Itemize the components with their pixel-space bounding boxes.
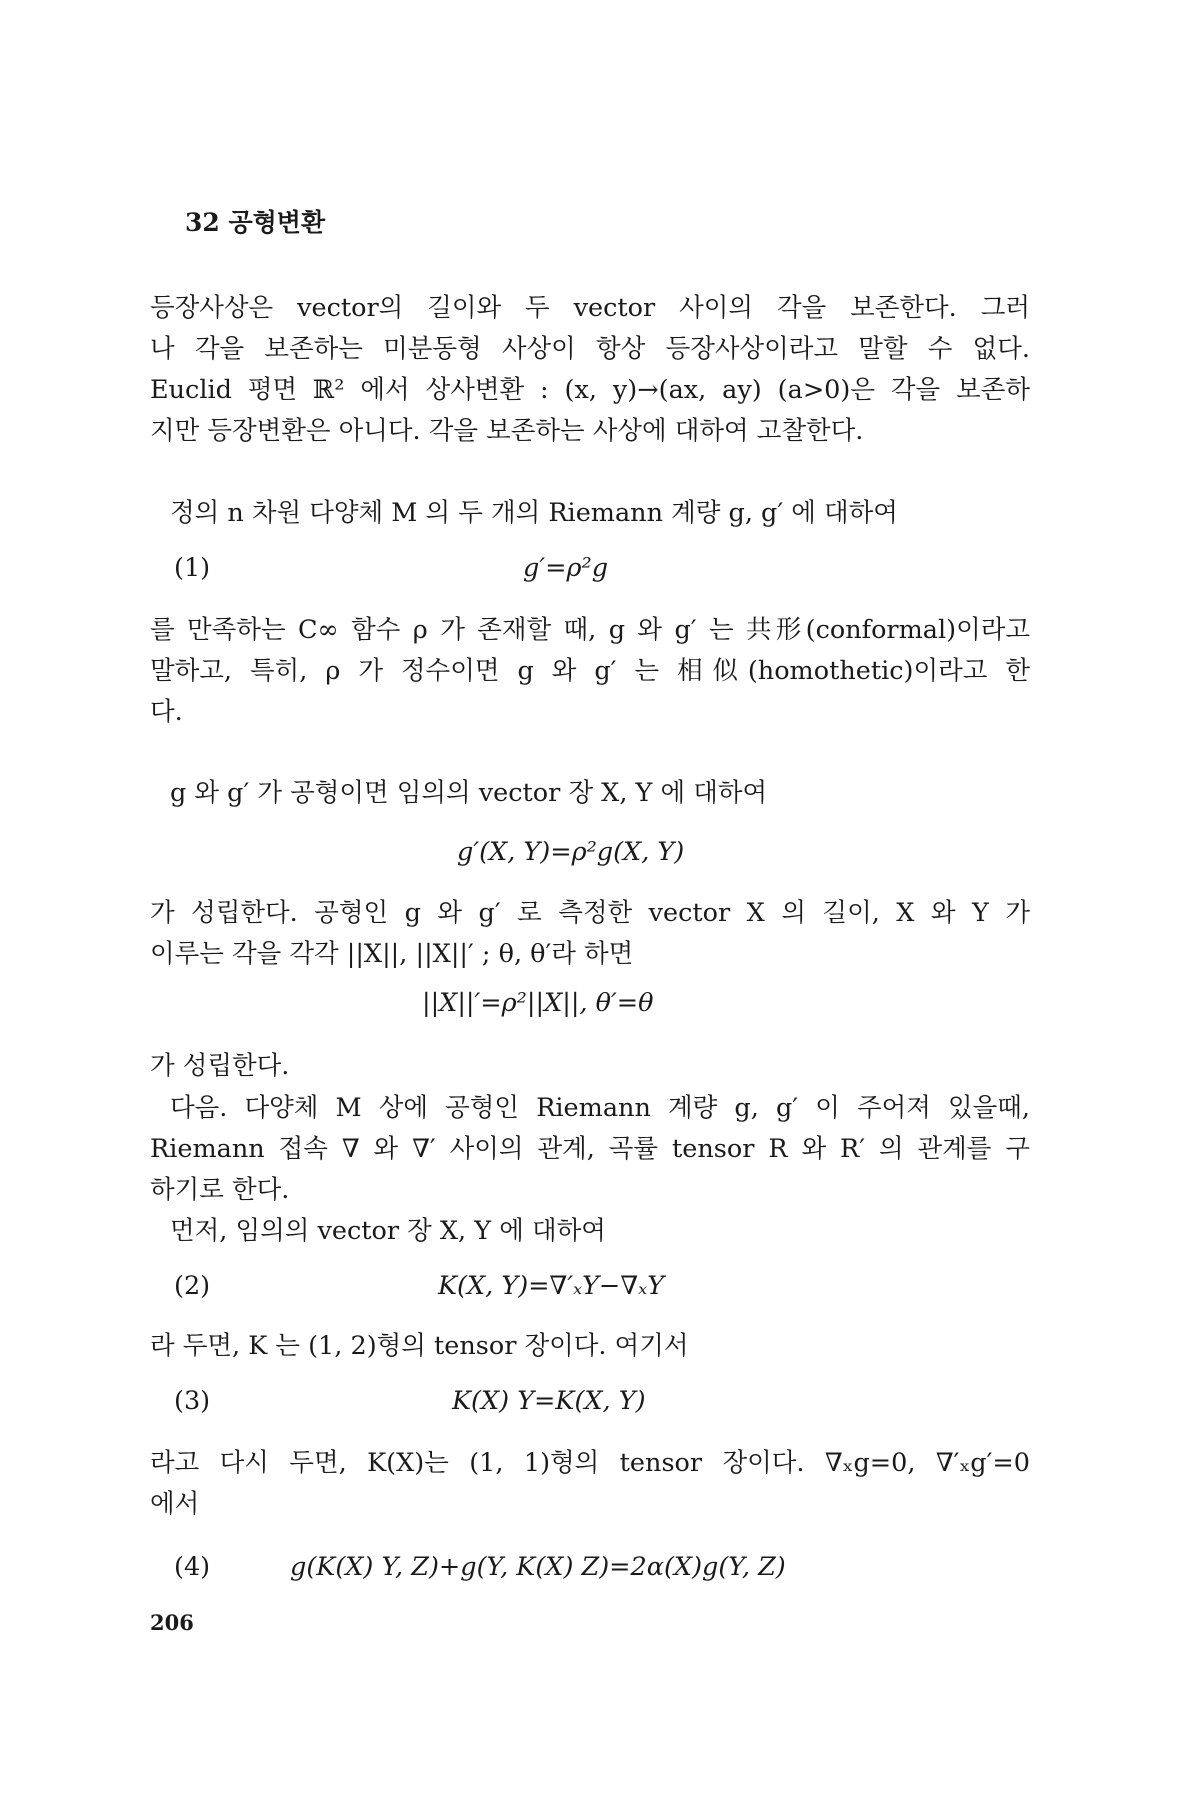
- equation-norm: ||X||′=ρ²||X||, θ′=θ: [422, 988, 654, 1018]
- body-paragraph-2-line-2: 이루는 각을 각각 ||X||, ||X||′ ; θ, θ′라 하면: [150, 939, 634, 969]
- body-paragraph-4-line-2: Riemann 접속 ∇ 와 ∇′ 사이의 관계, 곡률 tensor R 와 R′ 의 관계를 구: [150, 1134, 1030, 1164]
- equation-2-label: (2): [174, 1271, 211, 1301]
- body-paragraph-4-line-3: 하기로 한다.: [150, 1175, 290, 1205]
- intro-line-3: Euclid 평면 ℝ² 에서 상사변환 : (x, y)→(ax, ay) (a>0)은 각을 보존하: [150, 375, 1030, 405]
- equation-4-label: (4): [174, 1552, 211, 1582]
- equation-3: K(X) Y=K(X, Y): [452, 1386, 646, 1416]
- body-paragraph-7-line-1: 라고 다시 두면, K(X)는 (1, 1)형의 tensor 장이다. ∇ₓg=0, ∇′ₓg′=0: [150, 1448, 1030, 1478]
- intro-line-2: 나 각을 보존하는 미분동형 사상이 항상 등장사상이라고 말할 수 없다.: [150, 334, 1030, 364]
- definition-line-2: 말하고, 특히, ρ 가 정수이면 g 와 g′ 는 相似(homothetic)이라고 한: [150, 656, 1030, 686]
- definition-line-1: 를 만족하는 C∞ 함수 ρ 가 존재할 때, g 와 g′ 는 共形(conformal)이라고: [150, 615, 1030, 645]
- intro-line-1: 등장사상은 vector의 길이와 두 vector 사이의 각을 보존한다. 그러: [150, 293, 1030, 323]
- definition-intro: 정의 n 차원 다양체 M 의 두 개의 Riemann 계량 g, g′ 에 대하여: [170, 498, 898, 528]
- body-paragraph-6: 라 두면, K 는 (1, 2)형의 tensor 장이다. 여기서: [150, 1331, 689, 1361]
- definition-line-3: 다.: [150, 697, 183, 727]
- body-paragraph-4-line-1: 다음. 다양체 M 상에 공형인 Riemann 계량 g, g′ 이 주어져 있을때,: [170, 1093, 1030, 1123]
- equation-2: K(X, Y)=∇′ₓY−∇ₓY: [438, 1271, 665, 1301]
- page-heading: 32 공형변환: [185, 208, 326, 237]
- equation-3-label: (3): [174, 1386, 211, 1416]
- equation-inner-product: g′(X, Y)=ρ²g(X, Y): [457, 837, 685, 867]
- equation-4: g(K(X) Y, Z)+g(Y, K(X) Z)=2α(X)g(Y, Z): [290, 1552, 786, 1582]
- body-paragraph-3: 가 성립한다.: [150, 1051, 290, 1081]
- body-paragraph-5: 먼저, 임의의 vector 장 X, Y 에 대하여: [170, 1216, 606, 1246]
- page-number: 206: [150, 1610, 194, 1635]
- equation-1: g′=ρ²g: [523, 553, 609, 583]
- body-paragraph-1: g 와 g′ 가 공형이면 임의의 vector 장 X, Y 에 대하여: [170, 778, 768, 808]
- body-paragraph-2-line-1: 가 성립한다. 공형인 g 와 g′ 로 측정한 vector X 의 길이, X 와 Y 가: [150, 898, 1030, 928]
- intro-line-4: 지만 등장변환은 아니다. 각을 보존하는 사상에 대하여 고찰한다.: [150, 416, 864, 446]
- body-paragraph-7-line-2: 에서: [150, 1489, 200, 1519]
- equation-1-label: (1): [174, 553, 211, 583]
